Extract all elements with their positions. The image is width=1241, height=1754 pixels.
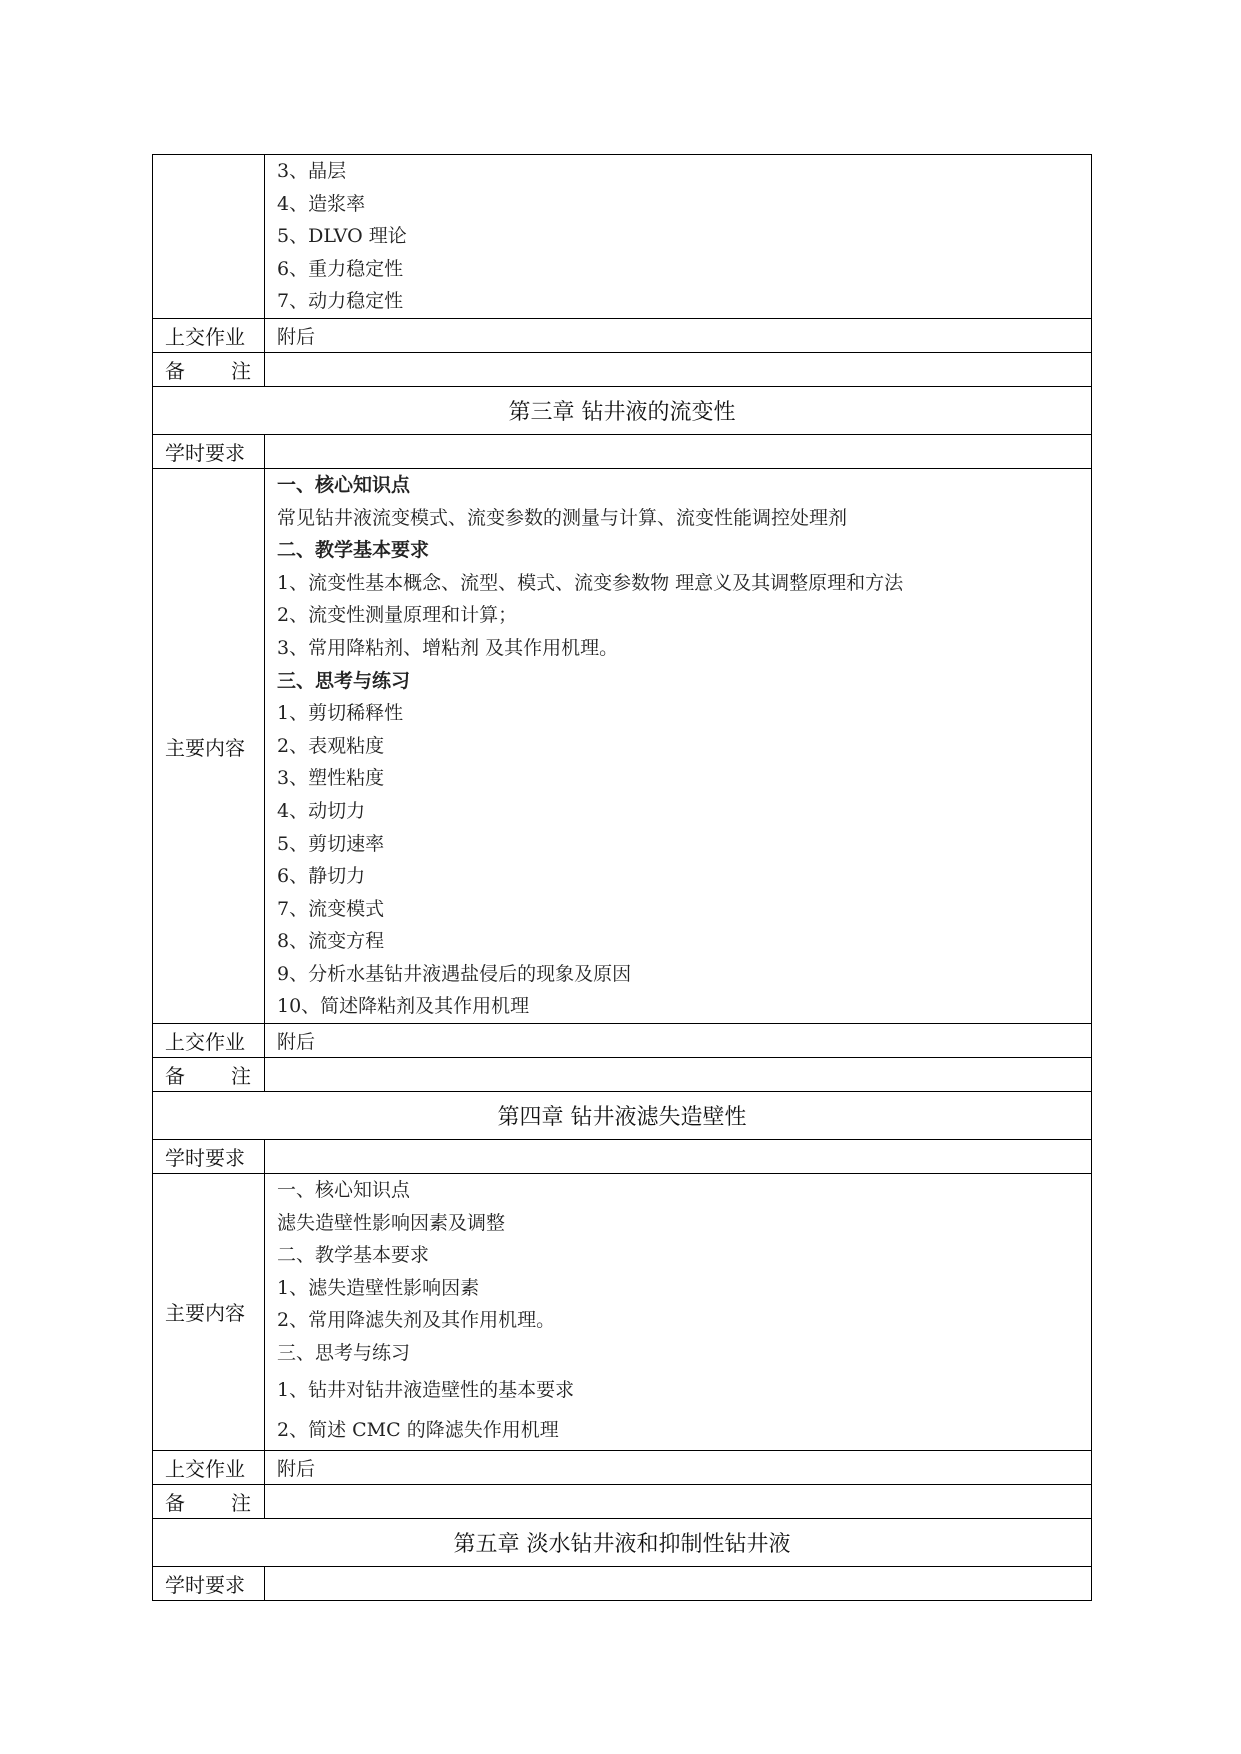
list-item: 1、滤失造壁性影响因素 [277,1276,480,1299]
hours-value [265,434,1092,468]
chapter4-hours-row [153,1140,1092,1174]
chapter-title: 第四章 钻井液滤失造壁性 [153,1092,1092,1140]
chapter4-content-row [153,1174,1092,1451]
list-item: 2、简述 CMC 的降滤失作用机理 [277,1418,559,1441]
chapter4-remarks-row [153,1484,1092,1518]
homework-label: 上交作业 [153,318,265,352]
list-item: 2、流变性测量原理和计算； [277,604,518,627]
list-item: 3、晶层 [277,160,347,182]
list-item: 2、常用降滤失剂及其作用机理。 [277,1309,556,1332]
list-item: 2、表观粘度 [277,734,385,757]
chapter3-hours-row [153,434,1092,468]
hours-label: 学时要求 [153,1566,265,1600]
remarks-value [265,1484,1092,1518]
chapter3-content-cell [265,468,1092,1023]
list-item: 6、静切力 [277,865,366,888]
chapter-title: 第五章 淡水钻井液和抑制性钻井液 [153,1518,1092,1566]
list-item: 5、剪切速率 [277,832,385,855]
chapter3-content-row [153,468,1092,1023]
chapter2-content-cell [265,155,1092,319]
list-item: 1、流变性基本概念、流型、模式、流变参数物 理意义及其调整原理和方法 [277,571,904,594]
chapter2-homework-row [153,318,1092,352]
chapter2-content-label [153,155,265,319]
chapter-title: 第三章 钻井液的流变性 [153,386,1092,434]
chapter5-hours-row [153,1566,1092,1600]
chapter2-remarks-row [153,352,1092,386]
list-item: 一、核心知识点 [277,1179,411,1202]
list-item: 7、流变模式 [277,897,385,920]
remarks-value [265,1058,1092,1092]
list-item: 7、动力稳定性 [277,290,404,313]
list-item: 三、思考与练习 [277,1342,411,1365]
list-item: 3、塑性粘度 [277,767,385,790]
remarks-label: 备 注 [153,1484,265,1518]
chapter2-content-row [153,155,1092,319]
section-heading: 一、核心知识点 [277,473,411,496]
list-item: 3、常用降粘剂、增粘剂 及其作用机理。 [277,636,619,659]
list-item: 4、动切力 [277,799,366,822]
chapter3-homework-row [153,1024,1092,1058]
hours-value [265,1140,1092,1174]
chapter3-remarks-row [153,1058,1092,1092]
list-item: 10、简述降粘剂及其作用机理 [277,995,530,1018]
list-item: 4、造浆率 [277,192,366,215]
list-item: 6、重力稳定性 [277,257,404,280]
list-item: 5、DLVO 理论 [277,225,407,248]
chapter3-title-row [153,386,1092,434]
remarks-label: 备 注 [153,1058,265,1092]
hours-value [265,1566,1092,1600]
homework-value: 附后 [265,1024,1092,1058]
list-item: 1、钻井对钻井液造壁性的基本要求 [277,1378,575,1401]
section-heading: 二、教学基本要求 [277,539,430,562]
list-item: 1、剪切稀释性 [277,702,404,725]
chapter4-title-row [153,1092,1092,1140]
homework-label: 上交作业 [153,1024,265,1058]
chapter5-title-row [153,1518,1092,1566]
hours-label: 学时要求 [153,1140,265,1174]
remarks-label: 备 注 [153,352,265,386]
hours-label: 学时要求 [153,434,265,468]
remarks-value [265,352,1092,386]
list-item: 9、分析水基钻井液遇盐侵后的现象及原因 [277,962,632,985]
main-content-label: 主要内容 [153,468,265,1023]
list-item: 滤失造壁性影响因素及调整 [277,1211,506,1234]
homework-value: 附后 [265,318,1092,352]
section-heading: 三、思考与练习 [277,669,411,692]
list-item: 8、流变方程 [277,930,385,953]
list-item: 二、教学基本要求 [277,1244,430,1267]
homework-label: 上交作业 [153,1450,265,1484]
chapter4-homework-row [153,1450,1092,1484]
main-content-label: 主要内容 [153,1174,265,1451]
homework-value: 附后 [265,1450,1092,1484]
chapter4-content-cell [265,1174,1092,1451]
syllabus-table [152,154,1092,1601]
list-item: 常见钻井液流变模式、流变参数的测量与计算、流变性能调控处理剂 [277,506,848,529]
